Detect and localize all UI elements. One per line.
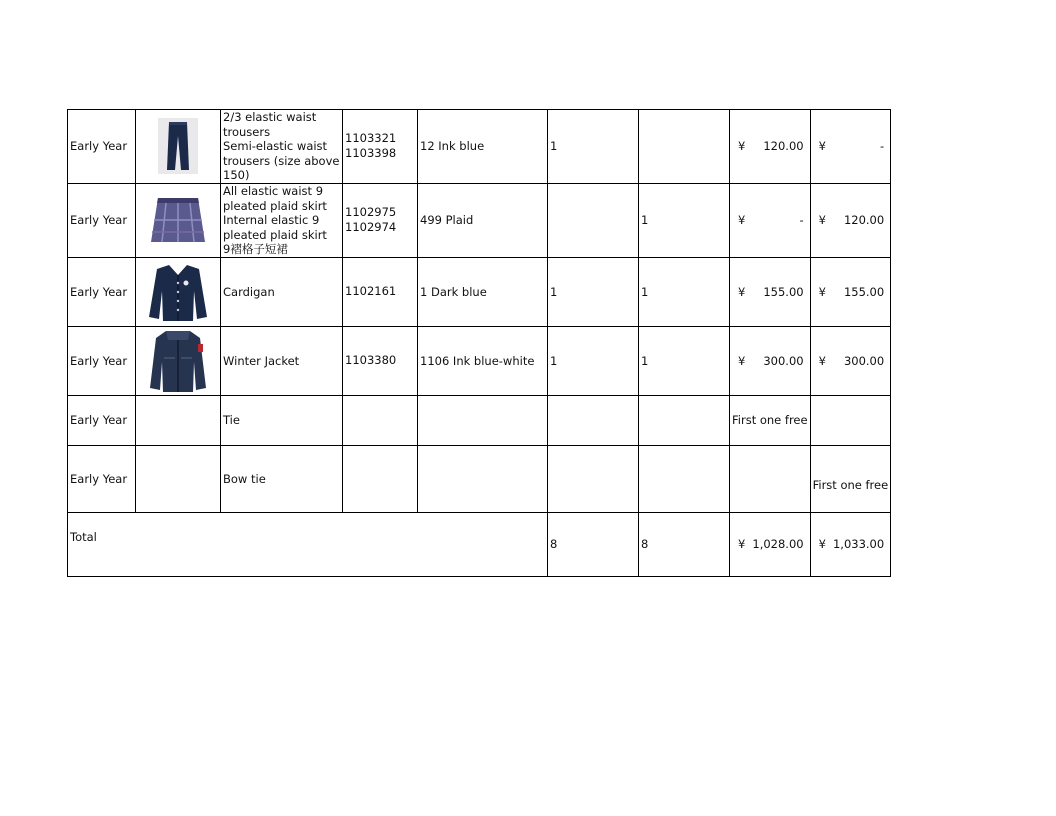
price-b-cell — [810, 183, 891, 257]
product-image-cell — [136, 110, 221, 184]
winter-jacket-icon — [148, 328, 208, 394]
description-cell: Bow tie — [221, 445, 343, 512]
price-b-cell — [810, 395, 891, 445]
description-cell — [221, 110, 343, 184]
table-row — [68, 445, 891, 512]
codes-cell — [343, 445, 418, 512]
price-a-cell — [730, 183, 811, 257]
qty-b-cell — [639, 395, 730, 445]
description-text: Cardigan — [223, 284, 275, 299]
table-row — [68, 257, 891, 326]
codes-cell — [343, 110, 418, 184]
currency-symbol: ¥ — [738, 213, 746, 228]
color-cell: 12 Ink blue — [418, 110, 548, 184]
currency-symbol: ¥ — [738, 537, 746, 552]
item-code: 1103398 — [345, 146, 397, 161]
price-b-value: 155.00 — [843, 284, 885, 299]
price-b-cell — [810, 326, 891, 395]
table-row — [68, 326, 891, 395]
qty-a-cell: 1 — [548, 257, 639, 326]
price-b-value: - — [880, 139, 885, 154]
total-price-b: 1,033.00 — [832, 537, 885, 552]
currency-symbol: ¥ — [738, 139, 746, 154]
total-qty-a: 8 — [548, 512, 639, 576]
currency-symbol: ¥ — [818, 353, 826, 368]
level-cell: Early Year — [68, 445, 136, 512]
qty-b-cell: 1 — [639, 326, 730, 395]
price-a-cell — [730, 445, 811, 512]
product-image-cell — [136, 395, 221, 445]
price-a-value: 155.00 — [763, 284, 804, 299]
item-code: 1103380 — [345, 353, 397, 368]
level-cell: Early Year — [68, 183, 136, 257]
codes-cell — [343, 395, 418, 445]
total-row — [68, 512, 891, 576]
qty-b-cell — [639, 110, 730, 184]
item-code: 1103321 — [345, 131, 397, 146]
total-qty-b: 8 — [639, 512, 730, 576]
total-price-b-cell — [810, 512, 891, 576]
plaid-skirt-icon — [148, 194, 208, 246]
price-a-value: 300.00 — [763, 353, 804, 368]
level-cell: Early Year — [68, 326, 136, 395]
description-cell — [221, 326, 343, 395]
total-price-a: 1,028.00 — [752, 537, 804, 552]
color-cell — [418, 445, 548, 512]
cardigan-icon — [147, 261, 209, 323]
qty-a-cell: 1 — [548, 110, 639, 184]
currency-symbol: ¥ — [818, 213, 826, 228]
item-code: 1102161 — [345, 284, 397, 299]
currency-symbol: ¥ — [818, 139, 826, 154]
codes-cell — [343, 257, 418, 326]
description-text: Winter Jacket — [223, 353, 300, 368]
price-b-note: First one free — [810, 445, 891, 512]
qty-a-cell — [548, 395, 639, 445]
level-cell: Early Year — [68, 395, 136, 445]
uniform-table — [67, 109, 891, 577]
table-row — [68, 395, 891, 445]
price-a-value: 120.00 — [763, 139, 804, 154]
description-cell: Tie — [221, 395, 343, 445]
price-a-cell — [730, 326, 811, 395]
color-cell: 1 Dark blue — [418, 257, 548, 326]
qty-b-cell — [639, 445, 730, 512]
total-label: Total — [68, 512, 548, 576]
qty-a-cell — [548, 445, 639, 512]
product-image-cell — [136, 445, 221, 512]
item-code: 1102975 — [345, 205, 397, 220]
codes-cell — [343, 326, 418, 395]
currency-symbol: ¥ — [738, 284, 746, 299]
currency-symbol: ¥ — [738, 353, 746, 368]
description-text: 2/3 elastic waist trousers Semi-elastic waist trousers (size above 150) — [223, 110, 340, 183]
color-cell — [418, 395, 548, 445]
level-cell: Early Year — [68, 257, 136, 326]
price-a-cell — [730, 257, 811, 326]
qty-b-cell: 1 — [639, 183, 730, 257]
price-b-value: 120.00 — [843, 213, 885, 228]
currency-symbol: ¥ — [818, 284, 826, 299]
level-cell: Early Year — [68, 110, 136, 184]
price-b-cell — [810, 257, 891, 326]
product-image-cell — [136, 183, 221, 257]
currency-symbol: ¥ — [818, 537, 826, 552]
price-a-cell — [730, 110, 811, 184]
color-cell: 499 Plaid — [418, 183, 548, 257]
color-cell: 1106 Ink blue-white — [418, 326, 548, 395]
product-image-cell — [136, 257, 221, 326]
price-b-value: 300.00 — [843, 353, 885, 368]
price-a-note: First one free — [730, 395, 811, 445]
trousers-icon — [158, 118, 198, 174]
table-row — [68, 183, 891, 257]
total-price-a-cell — [730, 512, 811, 576]
item-code: 1102974 — [345, 220, 397, 235]
qty-a-cell — [548, 183, 639, 257]
description-cell — [221, 257, 343, 326]
description-cell — [221, 183, 343, 257]
price-a-value: - — [799, 213, 804, 228]
qty-b-cell: 1 — [639, 257, 730, 326]
description-text: All elastic waist 9 pleated plaid skirt Internal elastic 9 pleated plaid skirt 9褶格子短裙 — [223, 183, 327, 257]
table-row — [68, 110, 891, 184]
product-image-cell — [136, 326, 221, 395]
qty-a-cell: 1 — [548, 326, 639, 395]
codes-cell — [343, 183, 418, 257]
price-b-cell — [810, 110, 891, 184]
